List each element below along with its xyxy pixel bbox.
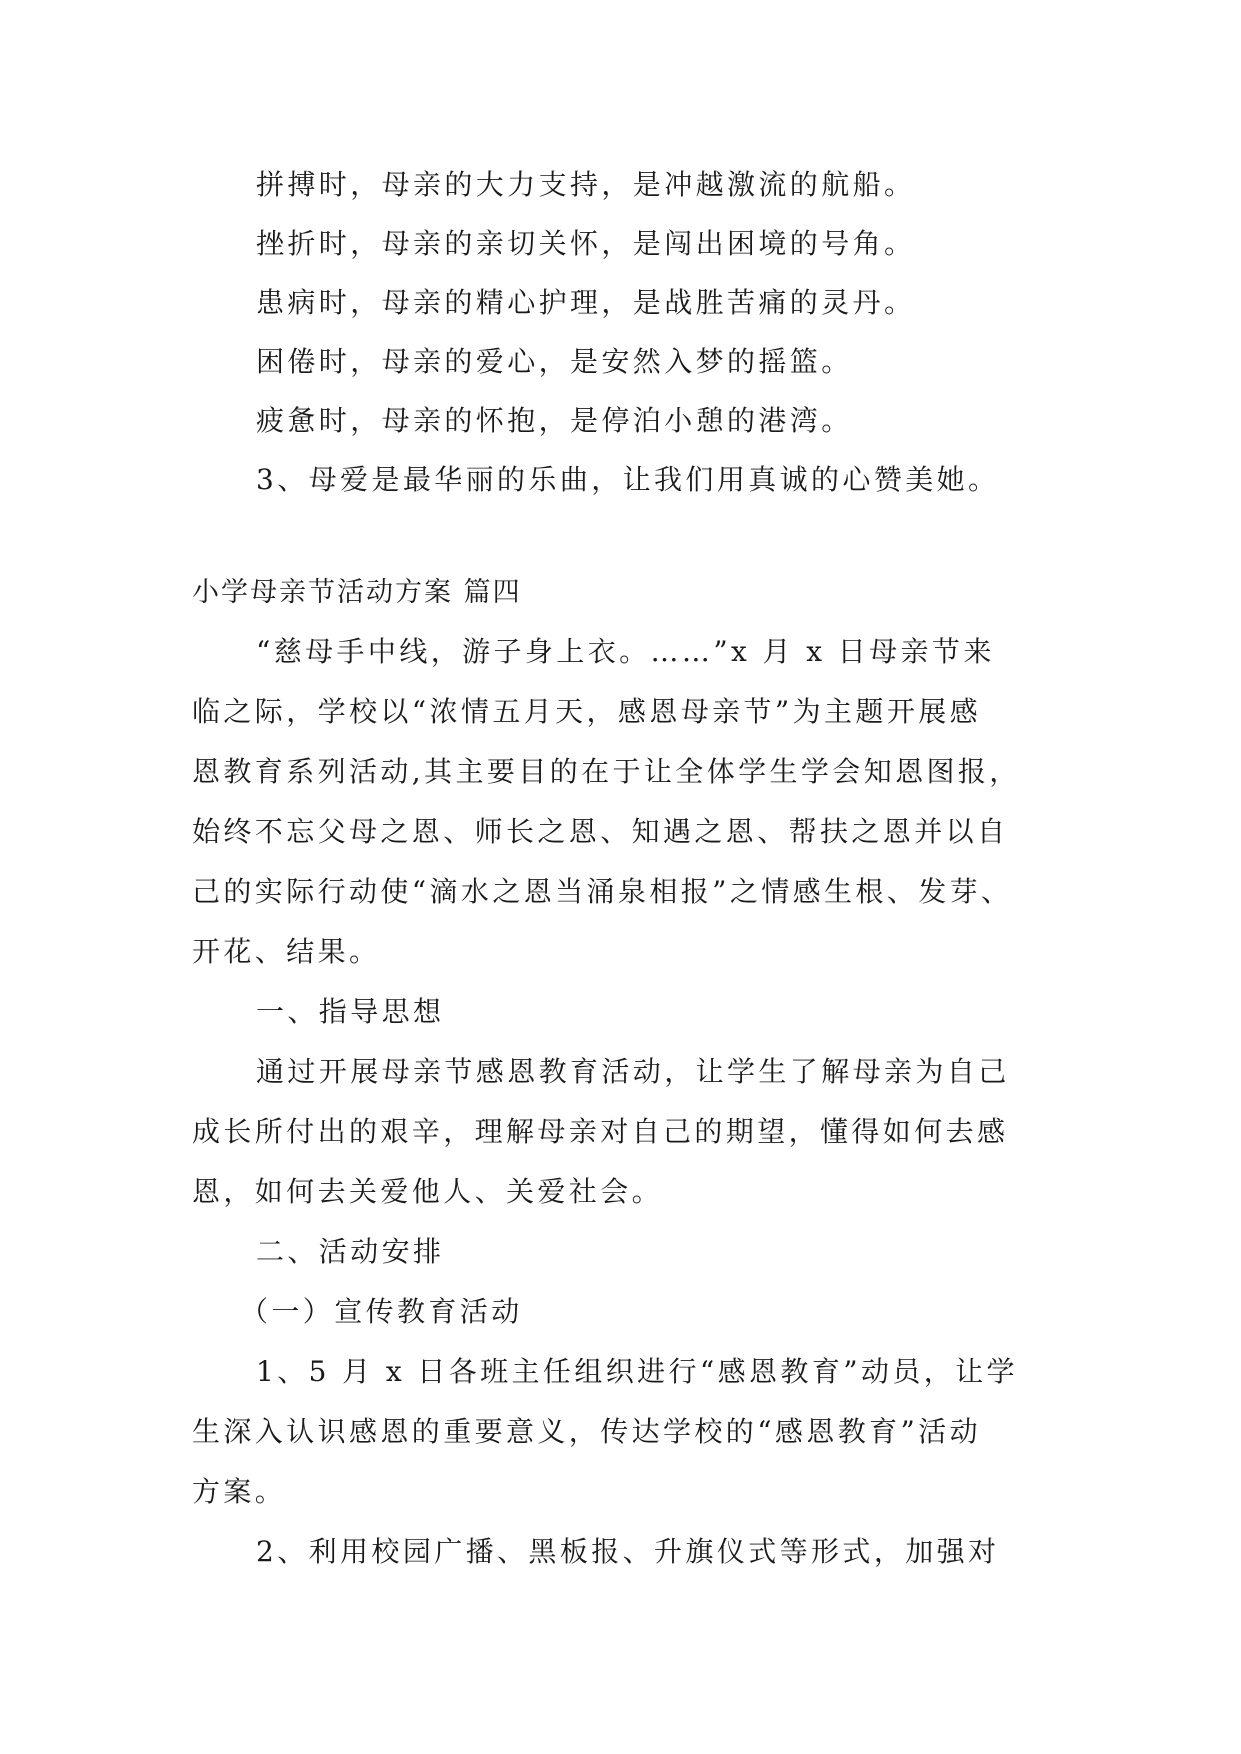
paragraph-line: 通过开展母亲节感恩教育活动，让学生了解母亲为自己 [256,1055,1010,1088]
paragraph-line: 疲惫时，母亲的怀抱，是停泊小憩的港湾。 [256,404,853,437]
paragraph-line: 困倦时，母亲的爱心，是安然入梦的摇篮。 [256,345,853,378]
paragraph-line: 2、利用校园广播、黑板报、升旗仪式等形式，加强对 [256,1535,1000,1568]
paragraph-line: 挫折时，母亲的亲切关怀，是闯出困境的号角。 [256,227,916,260]
section-heading: 小学母亲节活动方案 篇四 [192,577,522,608]
subheading: 二、活动安排 [256,1235,445,1268]
subheading: （一）宣传教育活动 [240,1295,523,1328]
paragraph-line: 方案。 [192,1475,287,1508]
paragraph-line: 患病时，母亲的精心护理，是战胜苦痛的灵丹。 [256,286,916,319]
paragraph-line: 开花、结果。 [192,935,381,968]
paragraph-line: 恩教育系列活动,其主要目的在于让全体学生学会知恩图报， [192,755,1021,788]
paragraph-line: 始终不忘父母之恩、师长之恩、知遇之恩、帮扶之恩并以自 [192,815,1009,848]
paragraph-line: “慈母手中线，游子身上衣。……”x 月 x 日母亲节来 [256,635,995,668]
paragraph-line: 临之际，学校以“浓情五月天，感恩母亲节”为主题开展感 [192,695,982,728]
paragraph-line: 恩，如何去关爱他人、关爱社会。 [192,1175,664,1208]
subheading: 一、指导思想 [256,995,445,1028]
paragraph-line: 己的实际行动使“滴水之恩当涌泉相报”之情感生根、发芽、 [192,875,1013,908]
paragraph-line: 3、母爱是最华丽的乐曲，让我们用真诚的心赞美她。 [256,463,1000,496]
paragraph-line: 1、5 月 x 日各班主任组织进行“感恩教育”动员，让学 [256,1355,1018,1388]
paragraph-line: 成长所付出的艰辛，理解母亲对自己的期望，懂得如何去感 [192,1115,1009,1148]
paragraph-line: 生深入认识感恩的重要意义，传达学校的“感恩教育”活动 [192,1415,982,1448]
paragraph-line: 拼搏时，母亲的大力支持，是冲越激流的航船。 [256,168,916,201]
